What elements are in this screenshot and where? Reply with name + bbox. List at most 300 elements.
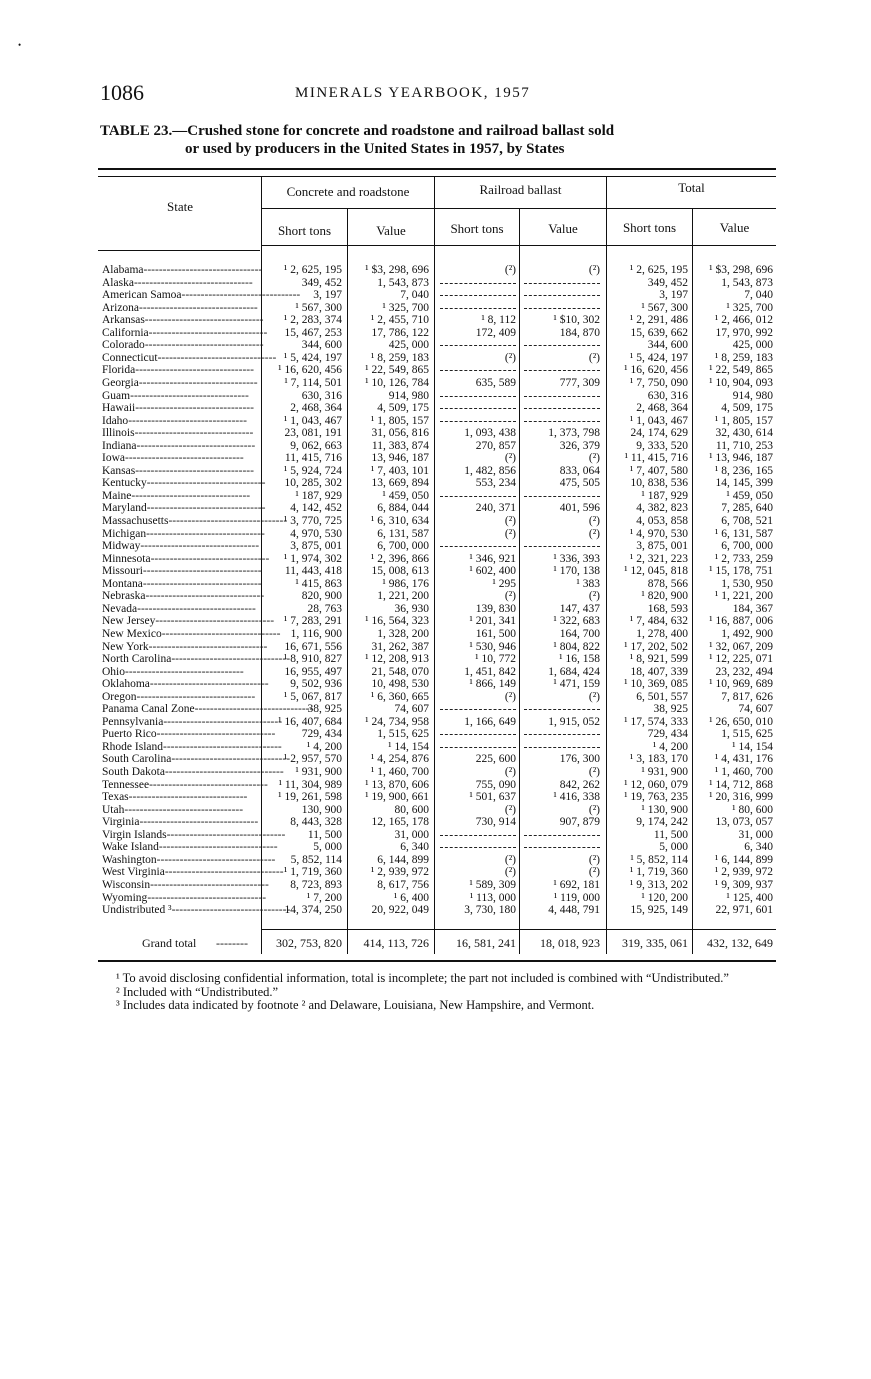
state-label: Virgin Islands [102, 828, 167, 841]
cell-cr-value: 21, 548, 070 [371, 665, 429, 678]
cell-tot-tons: ¹ 8, 921, 599 [629, 653, 688, 666]
table-row [0, 716, 871, 729]
cell-rb-tons: 172, 409 [475, 326, 516, 339]
cell-tot-tons: ¹ 2, 291, 486 [629, 314, 688, 327]
cell-tot-value: 74, 607 [738, 703, 773, 716]
table-row [0, 452, 871, 465]
cell-tot-value: 4, 509, 175 [721, 402, 773, 415]
cell-rb-value: ¹ 804, 822 [553, 640, 600, 653]
table-row [0, 615, 871, 628]
cell-cr-tons: 3, 197 [313, 289, 342, 302]
cell-tot-value: 6, 700, 000 [721, 540, 773, 553]
cell-tot-tons: 2, 468, 364 [636, 402, 688, 415]
table-row [0, 804, 871, 817]
table-row [0, 829, 871, 842]
cell-tot-value: ¹ 80, 600 [732, 803, 773, 816]
cell-rb-value: (²) [588, 766, 600, 778]
empty-cell-dash [524, 835, 600, 836]
cell-rb-value: ¹ 119, 000 [553, 891, 600, 904]
cell-rb-value: (²) [588, 264, 600, 276]
leader-dots: ------------------------------- [161, 627, 281, 640]
state-label: Panama Canal Zone [102, 703, 195, 716]
cell-tot-value: 184, 367 [732, 602, 773, 615]
cell-cr-value: 1, 328, 200 [377, 627, 429, 640]
state-name [102, 590, 265, 603]
footnote-3: ³ Includes data indicated by footnote ² and Delaware, Louisiana, New Hampshire, and Vermont. [116, 998, 595, 1012]
leader-dots: ------------------------------- [163, 715, 283, 728]
cell-cr-tons: ¹ 11, 304, 989 [278, 778, 342, 791]
cell-cr-value: ¹ 4, 254, 876 [370, 753, 429, 766]
empty-cell-dash [440, 396, 516, 397]
cell-cr-tons: ¹ 8, 910, 827 [283, 653, 342, 666]
state-label: Pennsylvania [102, 715, 164, 728]
state-name [102, 527, 265, 541]
state-label: North Carolina [102, 653, 172, 666]
state-name [102, 515, 288, 528]
cell-tot-value: ¹ 10, 969, 689 [709, 678, 773, 691]
table-row [0, 816, 871, 829]
leader-dots: ------------------------------- [181, 289, 301, 302]
cell-cr-value: ¹ 13, 870, 606 [365, 778, 429, 791]
cell-rb-tons: 225, 600 [475, 753, 516, 766]
leader-dots: ------------------------------- [143, 264, 263, 276]
leader-dots: ------------------------------- [155, 615, 275, 628]
cell-tot-tons: ¹ 12, 060, 079 [624, 778, 688, 791]
cell-rb-value: ¹ 16, 158 [559, 653, 600, 666]
state-name [102, 691, 262, 704]
cell-tot-tons: 11, 500 [653, 828, 688, 841]
state-label: Idaho [102, 414, 129, 427]
cell-tot-value: 914, 980 [732, 389, 773, 402]
cell-cr-tons: 5, 852, 114 [290, 853, 342, 866]
empty-cell-dash [440, 345, 516, 346]
table-row [0, 339, 871, 352]
cell-cr-tons: 9, 062, 663 [290, 439, 342, 452]
footnote-1: ¹ To avoid disclosing confidential information, total is incomplete; the part not included is combined with “Undistributed.” [116, 971, 729, 985]
cell-cr-value: 8, 617, 756 [377, 878, 429, 891]
header-rb-short-tons: Short tons [450, 221, 504, 236]
table-row [0, 515, 871, 528]
cell-cr-value: 13, 946, 187 [371, 452, 429, 465]
cell-cr-value: ¹ 7, 403, 101 [370, 464, 429, 477]
cell-rb-value: ¹ $10, 302 [553, 314, 600, 327]
cell-rb-value: 1, 684, 424 [548, 665, 600, 678]
state-label: Oregon [102, 690, 137, 703]
cell-rb-value: 842, 262 [559, 778, 600, 791]
leader-dots: ------------------------------- [142, 577, 262, 590]
cell-tot-value: ¹ 14, 712, 868 [709, 778, 773, 791]
state-name [102, 603, 262, 616]
cell-tot-value: ¹ 459, 050 [726, 489, 773, 502]
cell-cr-value: ¹ 6, 360, 665 [370, 690, 429, 703]
leader-dots: ------------------------------- [146, 477, 266, 490]
cell-cr-value: ¹ 6, 310, 634 [370, 515, 429, 527]
state-label: Montana [102, 577, 143, 590]
cell-rb-tons: 270, 857 [475, 439, 516, 452]
cell-tot-tons: 349, 452 [647, 276, 688, 289]
cell-cr-value: 6, 144, 899 [377, 853, 429, 866]
cell-tot-value: 23, 232, 494 [715, 665, 773, 678]
footnote-2: ² Included with “Undistributed.” [116, 984, 279, 999]
cell-cr-value: ¹ 6, 400 [393, 891, 429, 904]
state-name [102, 264, 262, 277]
leader-dots: ------------------------------- [125, 452, 244, 465]
cell-cr-tons: 11, 500 [307, 828, 342, 841]
cell-cr-tons: 4, 970, 530 [290, 527, 342, 540]
cell-tot-tons: ¹ 4, 970, 530 [629, 527, 688, 540]
cell-rb-tons: 1, 451, 842 [464, 665, 516, 678]
cell-rb-value: ¹ 322, 683 [553, 615, 600, 628]
state-label: Rhode Island [102, 740, 164, 753]
cell-rb-tons: ¹ 501, 637 [469, 791, 516, 804]
leader-dots: ------------------------------- [140, 540, 260, 553]
cell-tot-tons: 630, 316 [647, 389, 688, 402]
cell-rb-tons: ¹ 866, 149 [469, 678, 516, 691]
cell-cr-tons: 3, 875, 001 [290, 540, 342, 553]
leader-dots: ------------------------------- [147, 891, 267, 904]
state-name [102, 339, 262, 352]
leader-dots: ------------------------------- [145, 590, 265, 603]
state-label: Undistributed ³ [102, 904, 172, 917]
state-label: Guam [102, 389, 131, 402]
cell-rb-value: ¹ 416, 338 [553, 791, 600, 804]
cell-rb-tons: (²) [504, 515, 516, 527]
cell-tot-tons: 168, 593 [647, 602, 688, 615]
cell-tot-value: ¹ 1, 805, 157 [714, 414, 773, 427]
leader-dots: ------------------------------- [135, 364, 254, 377]
empty-cell-dash [524, 709, 600, 710]
state-label: New York [102, 640, 149, 653]
state-name [102, 778, 268, 792]
leader-dots: ------------------------------- [149, 778, 268, 791]
cell-tot-tons: ¹ 130, 900 [641, 803, 688, 816]
state-label: West Virginia [102, 866, 165, 879]
leader-dots: ------------------------------- [136, 690, 256, 703]
state-name [102, 804, 262, 817]
cell-cr-tons: 130, 900 [301, 803, 342, 816]
cell-tot-value: ¹ 8, 259, 183 [714, 351, 773, 364]
empty-cell-dash [524, 308, 600, 309]
empty-cell-dash [440, 283, 516, 284]
state-label: Kansas [102, 464, 136, 477]
table-row [0, 854, 871, 867]
empty-cell-dash [440, 295, 516, 296]
cell-rb-tons: ¹ 530, 946 [469, 640, 516, 653]
table-row [0, 741, 871, 754]
cell-tot-value: ¹ 125, 400 [726, 891, 773, 904]
cell-cr-value: ¹ 325, 700 [382, 301, 429, 314]
leader-dots: ------------------------------- [148, 326, 268, 339]
cell-tot-tons: ¹ 7, 750, 090 [629, 376, 688, 389]
cell-tot-tons: ¹ 2, 321, 223 [629, 552, 688, 565]
table-row [0, 892, 871, 905]
state-name [102, 627, 281, 641]
state-label: Missouri [102, 565, 143, 578]
cell-tot-value: ¹ 32, 067, 209 [709, 640, 773, 653]
cell-cr-value: 6, 700, 000 [377, 540, 429, 553]
table-title-line-1: TABLE 23.—Crushed stone for concrete and roadstone and railroad ballast sold [100, 123, 615, 139]
state-label: Connecticut [102, 351, 158, 364]
cell-tot-value: ¹ 26, 650, 010 [709, 715, 773, 728]
leader-dots: ------------------------------- [139, 816, 259, 829]
empty-cell-dash [440, 546, 516, 547]
cell-rb-tons: 730, 914 [475, 816, 516, 829]
grand-total-tot-tons: 319, 335, 061 [622, 936, 688, 950]
cell-cr-value: 11, 383, 874 [371, 439, 429, 452]
cell-cr-tons: 16, 955, 497 [284, 665, 342, 678]
cell-tot-tons: 1, 278, 400 [636, 627, 688, 640]
cell-cr-value: ¹ 2, 455, 710 [370, 314, 429, 327]
table-row [0, 590, 871, 603]
header-bottom-rule-state [98, 250, 260, 251]
cell-rb-tons: 3, 730, 180 [464, 904, 516, 917]
table-row [0, 314, 871, 327]
grand-total-cr-tons: 302, 753, 820 [276, 936, 342, 950]
empty-cell-dash [524, 734, 600, 735]
empty-cell-dash [524, 345, 600, 346]
cell-tot-tons: ¹ 7, 407, 580 [629, 464, 688, 477]
leader-dots: ------------------------------- [124, 803, 244, 816]
cell-rb-value: 147, 437 [559, 602, 600, 615]
empty-cell-dash [440, 308, 516, 309]
leader-dots: ------------------------------- [150, 878, 269, 891]
cell-tot-tons: ¹ 5, 852, 114 [630, 853, 688, 866]
cell-rb-value: ¹ 336, 393 [553, 552, 600, 565]
state-name [102, 678, 269, 691]
empty-cell-dash [524, 496, 600, 497]
state-label: Minnesota [102, 552, 151, 565]
cell-rb-value: (²) [588, 590, 600, 603]
cell-tot-tons: ¹ 1, 043, 467 [629, 414, 688, 427]
empty-cell-dash [524, 295, 600, 296]
cell-tot-value: 1, 543, 873 [721, 276, 773, 289]
grand-total-row [0, 935, 871, 951]
state-label: Oklahoma [102, 678, 150, 691]
table-row [0, 352, 871, 365]
leader-dots: ------------------------------- [130, 389, 249, 402]
leader-dots: ------------------------------- [128, 414, 247, 427]
cell-rb-value: 326, 379 [559, 439, 600, 452]
cell-rb-value: 1, 373, 798 [548, 427, 600, 440]
cell-tot-value: ¹ 325, 700 [726, 301, 773, 314]
state-label: Florida [102, 364, 136, 377]
cell-tot-tons: ¹ 1, 719, 360 [629, 866, 688, 879]
cell-rb-value: ¹ 692, 181 [553, 878, 600, 891]
cell-cr-tons: ¹ 931, 900 [295, 766, 342, 778]
cell-rb-value: (²) [588, 690, 600, 703]
cell-tot-value: ¹ 14, 154 [732, 740, 773, 753]
cell-tot-value: ¹ 4, 431, 176 [714, 753, 773, 766]
cell-cr-value: 31, 000 [394, 828, 429, 841]
cell-tot-tons: 344, 600 [647, 339, 688, 352]
state-name [102, 364, 262, 377]
cell-tot-value: ¹ 10, 904, 093 [709, 376, 773, 389]
empty-cell-dash [440, 370, 516, 371]
cell-cr-value: 15, 008, 613 [371, 565, 429, 578]
state-label: Virginia [102, 816, 140, 829]
table-row [0, 653, 871, 666]
cell-cr-tons: ¹ 1, 043, 467 [283, 414, 342, 427]
cell-tot-value: 11, 710, 253 [715, 439, 773, 452]
empty-cell-dash [524, 847, 600, 848]
leader-dots: ------------------------------- [156, 728, 276, 741]
state-name [102, 740, 282, 754]
header-concrete-roadstone: Concrete and roadstone [286, 184, 410, 199]
cell-rb-tons: 240, 371 [475, 502, 516, 515]
cell-cr-tons: ¹ 7, 200 [306, 891, 342, 904]
cell-tot-value: 17, 970, 992 [715, 326, 773, 339]
state-label: New Mexico [102, 627, 162, 640]
header-cr-value: Value [376, 223, 406, 238]
cell-cr-tons: ¹ 567, 300 [295, 301, 342, 314]
cell-cr-value: 17, 786, 122 [371, 326, 429, 339]
cell-cr-value: ¹ 22, 549, 865 [365, 364, 429, 377]
leader-dots: ------------------------------- [168, 515, 288, 527]
cell-tot-tons: 878, 566 [647, 577, 688, 590]
cell-rb-tons: 755, 090 [475, 778, 516, 791]
cell-tot-tons: ¹ 9, 313, 202 [629, 878, 688, 891]
cell-cr-value: ¹ 1, 805, 157 [370, 414, 429, 427]
cell-tot-tons: 10, 838, 536 [630, 477, 688, 490]
cell-rb-value: (²) [588, 515, 600, 527]
table-row [0, 703, 871, 716]
cell-rb-value: 833, 064 [559, 464, 600, 477]
table-bottom-rule [98, 960, 776, 962]
margin-mark: • [18, 40, 22, 50]
cell-cr-value: 1, 515, 625 [377, 728, 429, 741]
state-name [102, 440, 262, 453]
cell-rb-value: (²) [588, 853, 600, 866]
state-label: Massachusetts [102, 515, 169, 527]
cell-rb-tons: (²) [504, 452, 516, 465]
cell-cr-value: ¹ 2, 396, 866 [370, 552, 429, 565]
empty-cell-dash [524, 747, 600, 748]
grand-total-dots: -------- [216, 936, 248, 950]
grand-total-tot-value: 432, 132, 649 [707, 936, 773, 950]
cell-tot-tons: 18, 407, 339 [630, 665, 688, 678]
leader-dots: ------------------------------- [144, 314, 264, 327]
cell-tot-value: ¹ 15, 178, 751 [709, 565, 773, 578]
state-name [102, 477, 266, 490]
cell-cr-value: ¹ 19, 900, 661 [365, 791, 429, 804]
cell-rb-tons: ¹ 589, 309 [469, 878, 516, 891]
cell-tot-value: ¹ 2, 733, 259 [714, 552, 773, 565]
cell-cr-value: 31, 056, 816 [371, 427, 429, 440]
grand-total-label: Grand total [142, 936, 197, 950]
cell-tot-value: ¹ 16, 887, 006 [709, 615, 773, 628]
cell-rb-tons: (²) [504, 690, 516, 703]
cell-cr-tons: 14, 374, 250 [284, 904, 342, 917]
leader-dots: ------------------------------- [144, 339, 264, 352]
table-row [0, 553, 871, 566]
leader-dots: ------------------------------- [164, 866, 284, 879]
state-name [102, 415, 262, 428]
table-row [0, 766, 871, 779]
table-row [0, 879, 871, 892]
cell-tot-value: 13, 073, 057 [715, 816, 773, 829]
cell-cr-value: 7, 040 [400, 289, 429, 302]
cell-cr-tons: 729, 434 [301, 728, 342, 741]
cell-cr-tons: ¹ 16, 407, 684 [278, 715, 342, 728]
table-row [0, 603, 871, 616]
cell-tot-value: 7, 817, 626 [721, 690, 773, 703]
state-name [102, 715, 283, 729]
table-row [0, 402, 871, 415]
leader-dots: ------------------------------- [164, 766, 284, 778]
state-name [102, 402, 262, 415]
state-label: California [102, 326, 149, 339]
cell-cr-tons: 630, 316 [301, 389, 342, 402]
cell-rb-value: (²) [588, 866, 600, 879]
state-name [102, 289, 301, 302]
cell-rb-value: 475, 505 [559, 477, 600, 490]
state-name [102, 866, 284, 879]
cell-rb-tons: ¹ 602, 400 [469, 565, 516, 578]
empty-cell-dash [440, 408, 516, 409]
table-row [0, 565, 871, 578]
leader-dots: ------------------------------- [131, 489, 251, 502]
state-label: Texas [102, 791, 129, 804]
cell-tot-tons: 38, 925 [653, 703, 688, 716]
cell-cr-tons: ¹ 2, 957, 570 [283, 753, 342, 766]
state-name [102, 540, 262, 553]
cell-tot-value: 7, 040 [744, 289, 773, 302]
cell-tot-value: ¹ 12, 225, 071 [709, 653, 773, 666]
cell-tot-value: ¹ 9, 309, 937 [714, 878, 773, 891]
leader-dots: ------------------------------- [136, 439, 256, 452]
header-railroad-ballast: Railroad ballast [479, 182, 562, 197]
cell-tot-value: ¹ 6, 131, 587 [714, 527, 773, 540]
cell-rb-tons: ¹ 113, 000 [469, 891, 516, 904]
empty-cell-dash [440, 709, 516, 710]
cell-cr-tons: 11, 443, 418 [284, 565, 342, 578]
running-head [100, 80, 775, 110]
cell-cr-tons: ¹ 5, 924, 724 [283, 464, 342, 477]
cell-rb-tons: 139, 830 [475, 602, 516, 615]
cell-tot-tons: ¹ 567, 300 [641, 301, 688, 314]
cell-cr-value: 80, 600 [394, 803, 429, 816]
state-label: Arkansas [102, 314, 145, 327]
cell-cr-tons: 9, 502, 936 [290, 678, 342, 691]
cell-cr-value: 36, 930 [394, 602, 429, 615]
cell-cr-value: 74, 607 [394, 703, 429, 716]
cell-cr-tons: 38, 925 [307, 703, 342, 716]
cell-tot-tons: ¹ 120, 200 [641, 891, 688, 904]
cell-cr-value: ¹ 16, 564, 323 [365, 615, 429, 628]
leader-dots: ------------------------------- [128, 791, 248, 804]
state-name [102, 853, 276, 867]
cell-tot-tons: ¹ 931, 900 [641, 766, 688, 778]
table-title [100, 122, 776, 158]
state-label: Hawaii [102, 402, 136, 415]
cell-rb-value: 907, 879 [559, 816, 600, 829]
cell-cr-tons: ¹ 1, 974, 302 [283, 552, 342, 565]
cell-cr-tons: 28, 763 [307, 602, 342, 615]
cell-rb-value: ¹ 383 [576, 577, 600, 590]
cell-cr-value: 6, 884, 044 [377, 502, 429, 515]
cell-tot-tons: ¹ 5, 424, 197 [629, 351, 688, 364]
cell-tot-tons: ¹ 187, 929 [641, 489, 688, 502]
leader-dots: ------------------------------- [158, 841, 278, 854]
empty-cell-dash [440, 421, 516, 422]
cell-rb-tons: (²) [504, 527, 516, 540]
cell-cr-value: ¹ 459, 050 [382, 489, 429, 502]
cell-rb-value: (²) [588, 351, 600, 364]
cell-tot-tons: 9, 174, 242 [636, 816, 688, 829]
cell-cr-tons: 349, 452 [301, 276, 342, 289]
state-name [102, 878, 269, 892]
table-row [0, 364, 871, 377]
